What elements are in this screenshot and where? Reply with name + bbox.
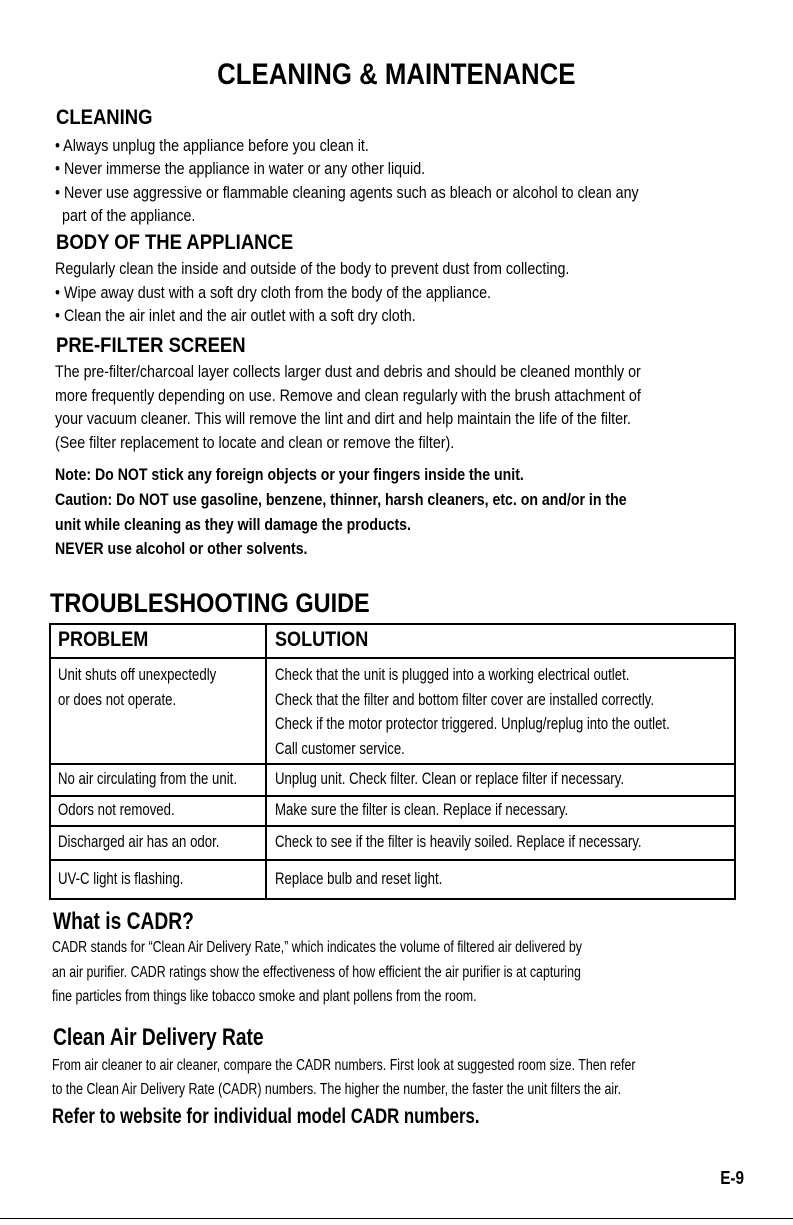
cadr-heading: What is CADR?	[53, 908, 194, 935]
warning-text: NEVER use alcohol or other solvents.	[55, 539, 308, 558]
prefilter-text: (See filter replacement to locate and clean or remove the filter).	[55, 433, 455, 452]
solution-column-header: SOLUTION	[275, 628, 369, 651]
caution-text: unit while cleaning as they will damage the products.	[55, 515, 411, 534]
cleaning-bullet: • Always unplug the appliance before you clean it.	[55, 136, 369, 155]
troubleshooting-table	[49, 623, 736, 900]
troubleshooting-heading: TROUBLESHOOTING GUIDE	[50, 588, 370, 618]
table-row-problem: No air circulating from the unit.	[58, 770, 238, 788]
table-row-problem: Unit shuts off unexpectedly or does not operate.	[58, 666, 217, 709]
table-row-solution: Replace bulb and reset light.	[275, 870, 443, 888]
page-number: E-9	[720, 1168, 744, 1188]
table-row-problem: Discharged air has an odor.	[58, 833, 220, 851]
note-text: Note: Do NOT stick any foreign objects or your fingers inside the unit.	[55, 465, 524, 484]
prefilter-text: your vacuum cleaner. This will remove the lint and dirt and help maintain the life of the filter.	[55, 409, 632, 428]
row-divider	[51, 795, 734, 797]
body-heading: BODY OF THE APPLIANCE	[56, 231, 294, 254]
delivery-rate-text: to the Clean Air Delivery Rate (CADR) numbers. The higher the number, the faster the unit filters the air.	[52, 1081, 622, 1098]
body-bullet: • Clean the air inlet and the air outlet with a soft dry cloth.	[55, 306, 416, 325]
table-row-problem: Odors not removed.	[58, 801, 175, 819]
page-title: CLEANING & MAINTENANCE	[217, 58, 576, 91]
table-row-problem: UV-C light is flashing.	[58, 870, 184, 888]
row-divider	[51, 657, 734, 659]
row-divider	[51, 763, 734, 765]
column-divider	[265, 625, 267, 898]
row-divider	[51, 825, 734, 827]
bottom-rule	[0, 1218, 793, 1219]
cleaning-bullet-continued: part of the appliance.	[62, 206, 196, 225]
cadr-text: CADR stands for “Clean Air Delivery Rate,” which indicates the volume of filtered air delivered by	[52, 939, 582, 956]
table-row-solution: Check that the unit is plugged into a working electrical outlet. Check that the filter and bottom filter cover are installed correctly. Check if the motor protector triggered. Unplug/replug into the outlet. Call customer service.	[275, 666, 670, 758]
table-row-solution: Make sure the filter is clean. Replace if necessary.	[275, 801, 569, 819]
website-note: Refer to website for individual model CADR numbers.	[52, 1105, 480, 1128]
table-row-solution: Check to see if the filter is heavily soiled. Replace if necessary.	[275, 833, 642, 851]
cadr-text: fine particles from things like tobacco smoke and plant pollens from the room.	[52, 988, 477, 1005]
delivery-rate-heading: Clean Air Delivery Rate	[53, 1024, 264, 1051]
delivery-rate-text: From air cleaner to air cleaner, compare the CADR numbers. First look at suggested room size. Then refer	[52, 1057, 636, 1074]
prefilter-heading: PRE-FILTER SCREEN	[56, 334, 246, 357]
row-divider	[51, 859, 734, 861]
cleaning-heading: CLEANING	[56, 106, 153, 129]
cleaning-bullet: • Never use aggressive or flammable cleaning agents such as bleach or alcohol to clean any	[55, 183, 639, 202]
body-intro: Regularly clean the inside and outside of the body to prevent dust from collecting.	[55, 259, 570, 278]
prefilter-text: The pre-filter/charcoal layer collects larger dust and debris and should be cleaned monthly or	[55, 362, 641, 381]
cadr-text: an air purifier. CADR ratings show the effectiveness of how efficient the air purifier is at capturing	[52, 964, 581, 981]
caution-text: Caution: Do NOT use gasoline, benzene, thinner, harsh cleaners, etc. on and/or in the	[55, 490, 627, 509]
table-row-solution: Unplug unit. Check filter. Clean or replace filter if necessary.	[275, 770, 624, 788]
body-bullet: • Wipe away dust with a soft dry cloth from the body of the appliance.	[55, 283, 492, 302]
problem-column-header: PROBLEM	[58, 628, 149, 651]
cleaning-bullet: • Never immerse the appliance in water or any other liquid.	[55, 159, 426, 178]
prefilter-text: more frequently depending on use. Remove and clean regularly with the brush attachment of	[55, 386, 641, 405]
